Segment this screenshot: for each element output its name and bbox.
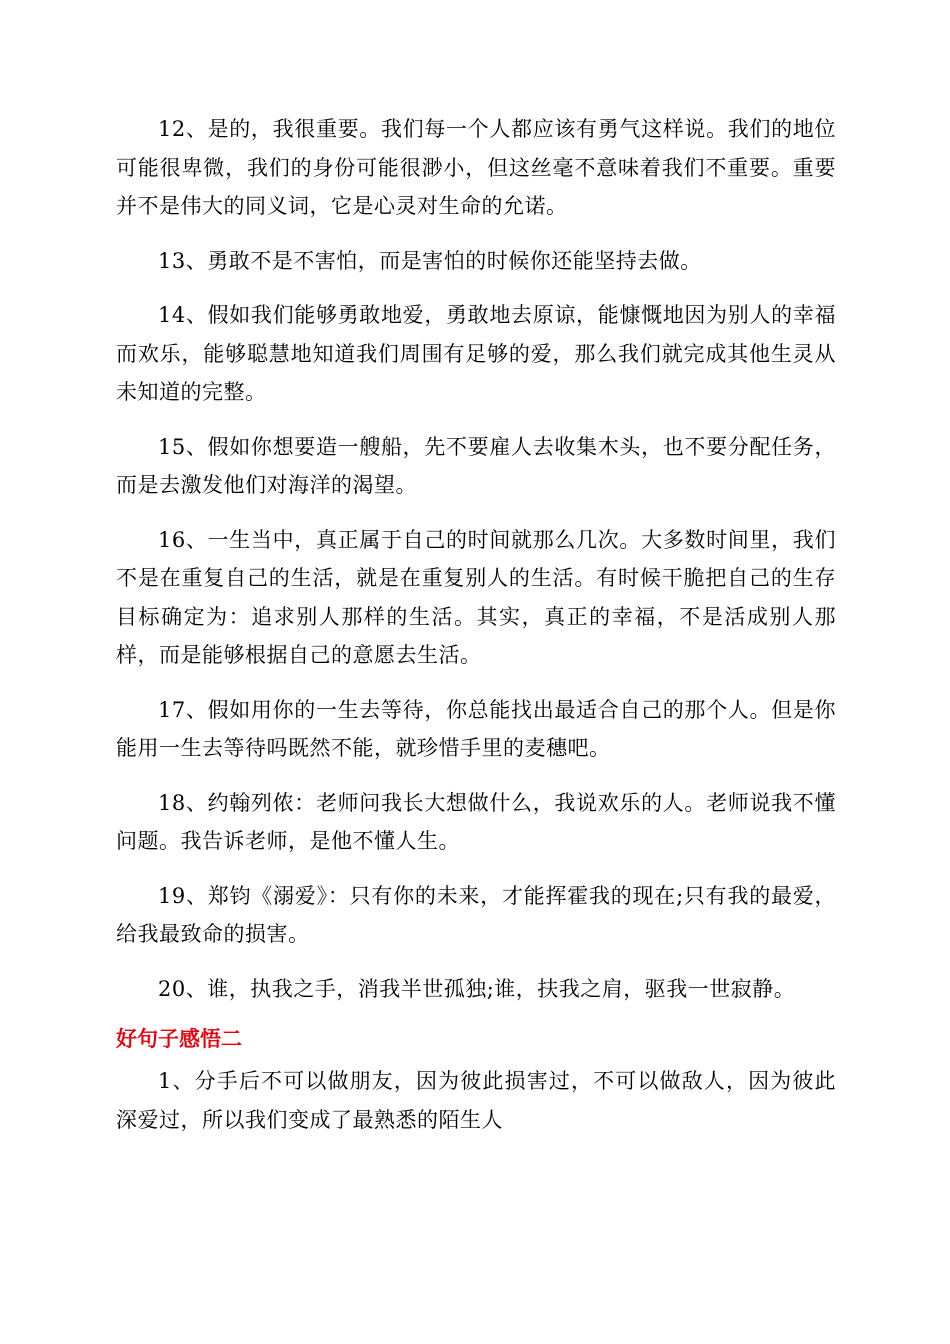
paragraph-item-19: 19、郑钧《溺爱》：只有你的未来，才能挥霍我的现在;只有我的最爱，给我最致命的损害。 xyxy=(116,883,836,946)
paragraph-item-16: 16、一生当中，真正属于自己的时间就那么几次。大多数时间里，我们不是在重复自己的生活，就是在重复别人的生活。有时候干脆把自己的生存目标确定为：追求别人那样的生活。其实，真正的幸福，不是活成别人那样，而是能够根据自己的意愿去生活。 xyxy=(116,527,836,667)
paragraph-item-12: 12、是的，我很重要。我们每一个人都应该有勇气这样说。我们的地位可能很卑微，我们的身份可能很渺小，但这丝毫不意味着我们不重要。重要并不是伟大的同义词，它是心灵对生命的允诺。 xyxy=(116,117,836,218)
paragraph-item-17: 17、假如用你的一生去等待，你总能找出最适合自己的那个人。但是你能用一生去等待吗既然不能，就珍惜手里的麦穗吧。 xyxy=(116,697,836,760)
paragraph-item-15: 15、假如你想要造一艘船，先不要雇人去收集木头，也不要分配任务，而是去激发他们对海洋的渴望。 xyxy=(116,434,836,497)
paragraph-item-20: 20、谁，执我之手，消我半世孤独;谁，扶我之肩，驱我一世寂静。 xyxy=(158,976,796,1001)
paragraph-item-18: 18、约翰列侬：老师问我长大想做什么，我说欢乐的人。老师说我不懂问题。我告诉老师，是他不懂人生。 xyxy=(116,790,836,853)
section-heading: 好句子感悟二 xyxy=(116,1027,242,1051)
paragraph-item-14: 14、假如我们能够勇敢地爱，勇敢地去原谅，能慷慨地因为别人的幸福而欢乐，能够聪慧地知道我们周围有足够的爱，那么我们就完成其他生灵从未知道的完整。 xyxy=(116,303,836,404)
document-content xyxy=(116,110,836,1155)
paragraph-item-1: 1、分手后不可以做朋友，因为彼此损害过，不可以做敌人，因为彼此深爱过，所以我们变成了最熟悉的陌生人 xyxy=(116,1069,836,1132)
paragraph-item-13: 13、勇敢不是不害怕，而是害怕的时候你还能坚持去做。 xyxy=(158,248,702,273)
